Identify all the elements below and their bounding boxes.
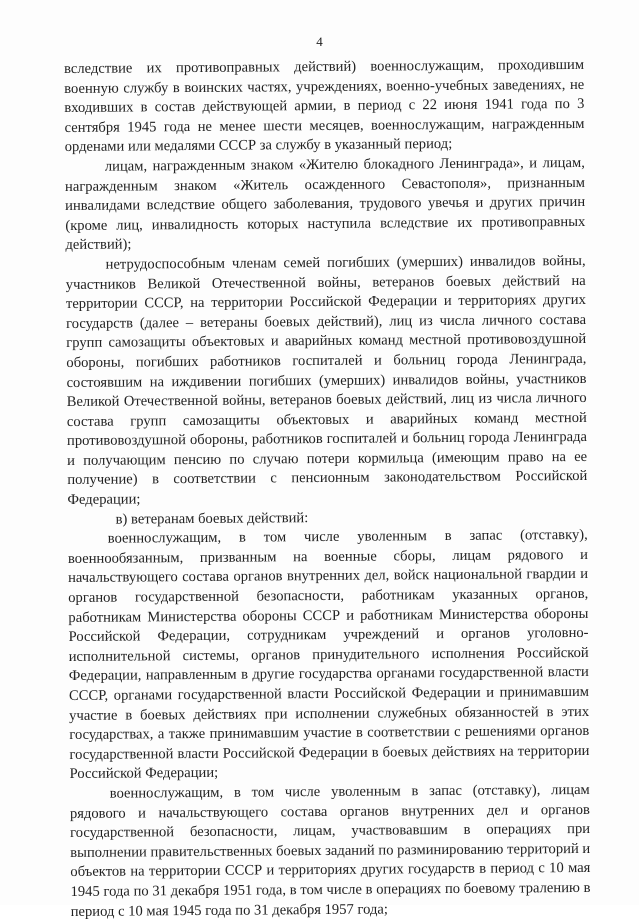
document-body [64, 56, 591, 922]
paragraph-continuation: вследствие их противоправных действий) военнослужащим, проходившим военную службу в воинских частях, учреждениях, военно-учебных заведениях, не входивших в состав действующей армии, в период с 22 июня 1941 года по 3 сентября 1945 года не менее шести месяцев, военнослужащим, награжденным орденами или медалями СССР за службу в указанный период; [64, 56, 585, 156]
paragraph-demining: военнослужащим, в том числе уволенным в запас (отставку), лицам рядового и начальствующего состава органов внутренних дел и органов государственной безопасности, лицам, участвовавшим в операциях при выполнении правительственных боевых заданий по разминированию территорий и объектов на территории СССР и территориях других государств в период с 10 мая 1945 года по 31 декабря 1951 года, в том числе в операциях по боевому тралению в период с 10 мая 1945 года по 31 декабря 1957 года; [69, 781, 591, 920]
page-number: 4 [316, 34, 323, 49]
paragraph-subsection-v: в) ветеранам боевых действий: [115, 509, 309, 528]
paragraph-family-members: нетрудоспособным членам семей погибших (умерших) инвалидов войны, участников Великой Отечественной войны, ветеранов боевых действий на территории СССР, на территории Российской Федерации и территориях других государств (далее – ветераны боевых действий), лиц из числа личного состава групп самозащиты объектовых и аварийных команд местной противовоздушной обороны, погибших работников госпиталей и больниц города Ленинграда, состоявшим на иждивении погибших (умерших) инвалидов войны, участников Великой Отечественной войны, ветеранов боевых действий, лиц из числа личного состава групп самозащиты объектовых и аварийных команд местной противовоздушной обороны, работников госпиталей и больниц города Ленинграда и получающим пенсию по случаю потери кормильца (имеющим право на ее получение) в соответствии с пенсионным законодательством Российской Федерации; [65, 252, 588, 509]
paragraph-servicemen-abroad: военнослужащим, в том числе уволенным в запас (отставку), военнообязанным, призванным на военные сборы, лицам рядового и начальствующего состава органов внутренних дел, войск национальной гвардии и органов государственной безопасности, работникам указанных органов, работникам Министерства обороны СССР и работникам Министерства обороны Российской Федерации, сотрудникам учреждений и органов уголовно-исполнительной системы, органов принудительного исполнения Российской Федерации, направленным в другие государства органами государственной власти СССР, органами государственной власти Российской Федерации и принимавшим участие в боевых действиях при исполнении служебных обязанностей в этих государствах, а также принимавшим участие в соответствии с решениями органов государственной власти Российской Федерации в боевых действиях на территории Российской Федерации; [67, 527, 590, 783]
paragraph-blockade-badge-holders: лицам, награжденным знаком «Жителю блокадного Ленинграда», и лицам, награжденным знаком «Житель осажденного Севастополя», признанным инвалидами вследствие общего заболевания, трудового увечья и других причин (кроме лиц, инвалидность которых наступила вследствие их противоправных действий); [64, 154, 586, 254]
